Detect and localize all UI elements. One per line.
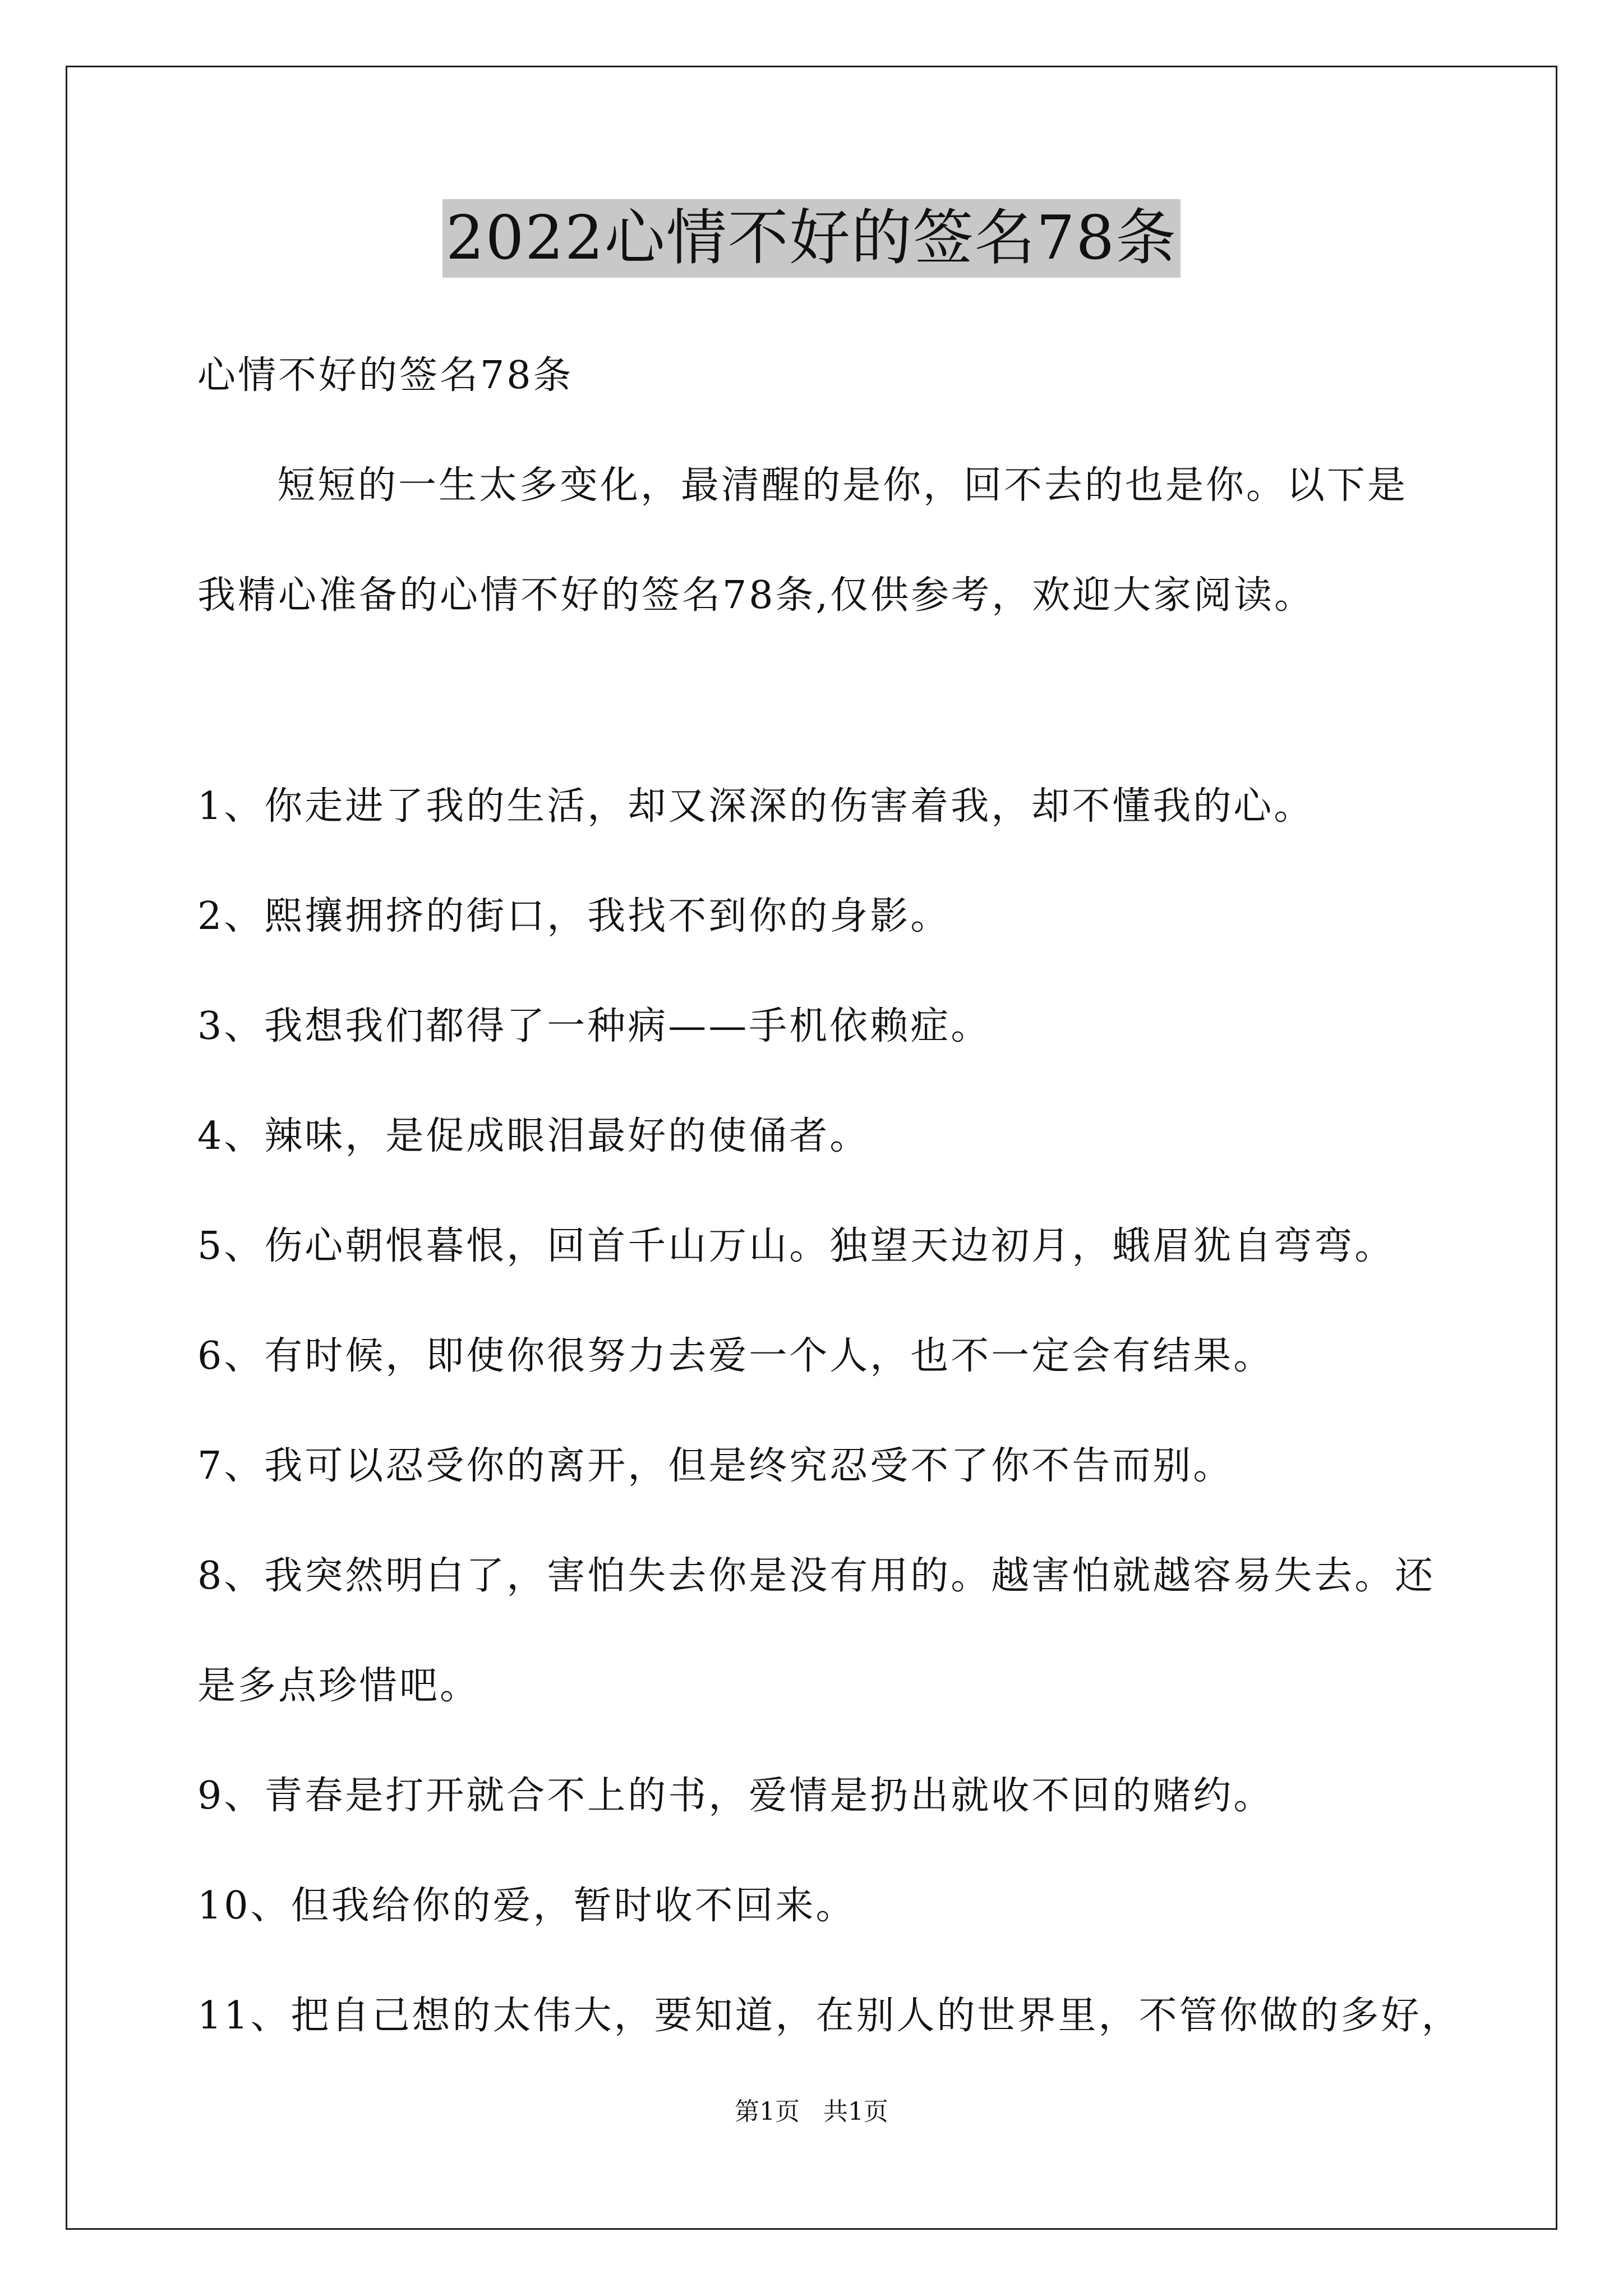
list-item-2: 2、熙攘拥挤的街口，我找不到你的身影。: [197, 894, 951, 938]
page-footer: 第1页 共1页: [735, 2097, 888, 2126]
list-item-8: 8、我突然明白了，害怕失去你是没有用的。越害怕就越容易失去。还: [197, 1554, 1436, 1598]
list-item-8-continued: 是多点珍惜吧。: [197, 1664, 481, 1708]
intro-line-1: 短短的一生太多变化，最清醒的是你，回不去的也是你。以下是: [277, 463, 1408, 508]
document-subtitle: 心情不好的签名78条: [197, 353, 574, 398]
list-item-7: 7、我可以忍受你的离开，但是终究忍受不了你不告而别。: [197, 1444, 1234, 1488]
list-item-1: 1、你走进了我的生活，却又深深的伤害着我，却不懂我的心。: [197, 784, 1315, 829]
intro-line-2: 我精心准备的心情不好的签名78条,仅供参考，欢迎大家阅读。: [197, 573, 1315, 618]
list-item-3: 3、我想我们都得了一种病——手机依赖症。: [197, 1004, 992, 1048]
list-item-9: 9、青春是打开就合不上的书，爱情是扔出就收不回的赌约。: [197, 1774, 1274, 1818]
list-item-4: 4、辣味，是促成眼泪最好的使俑者。: [197, 1114, 870, 1158]
list-item-6: 6、有时候，即使你很努力去爱一个人，也不一定会有结果。: [197, 1334, 1274, 1378]
list-item-10: 10、但我给你的爱，暂时收不回来。: [197, 1884, 856, 1928]
list-item-5: 5、伤心朝恨暮恨，回首千山万山。独望天边初月，蛾眉犹自弯弯。: [197, 1224, 1395, 1268]
document-title: 2022心情不好的签名78条: [442, 199, 1181, 278]
list-item-11: 11、把自己想的太伟大，要知道，在别人的世界里，不管你做的多好，: [197, 1994, 1462, 2038]
title-container: [0, 199, 1623, 278]
